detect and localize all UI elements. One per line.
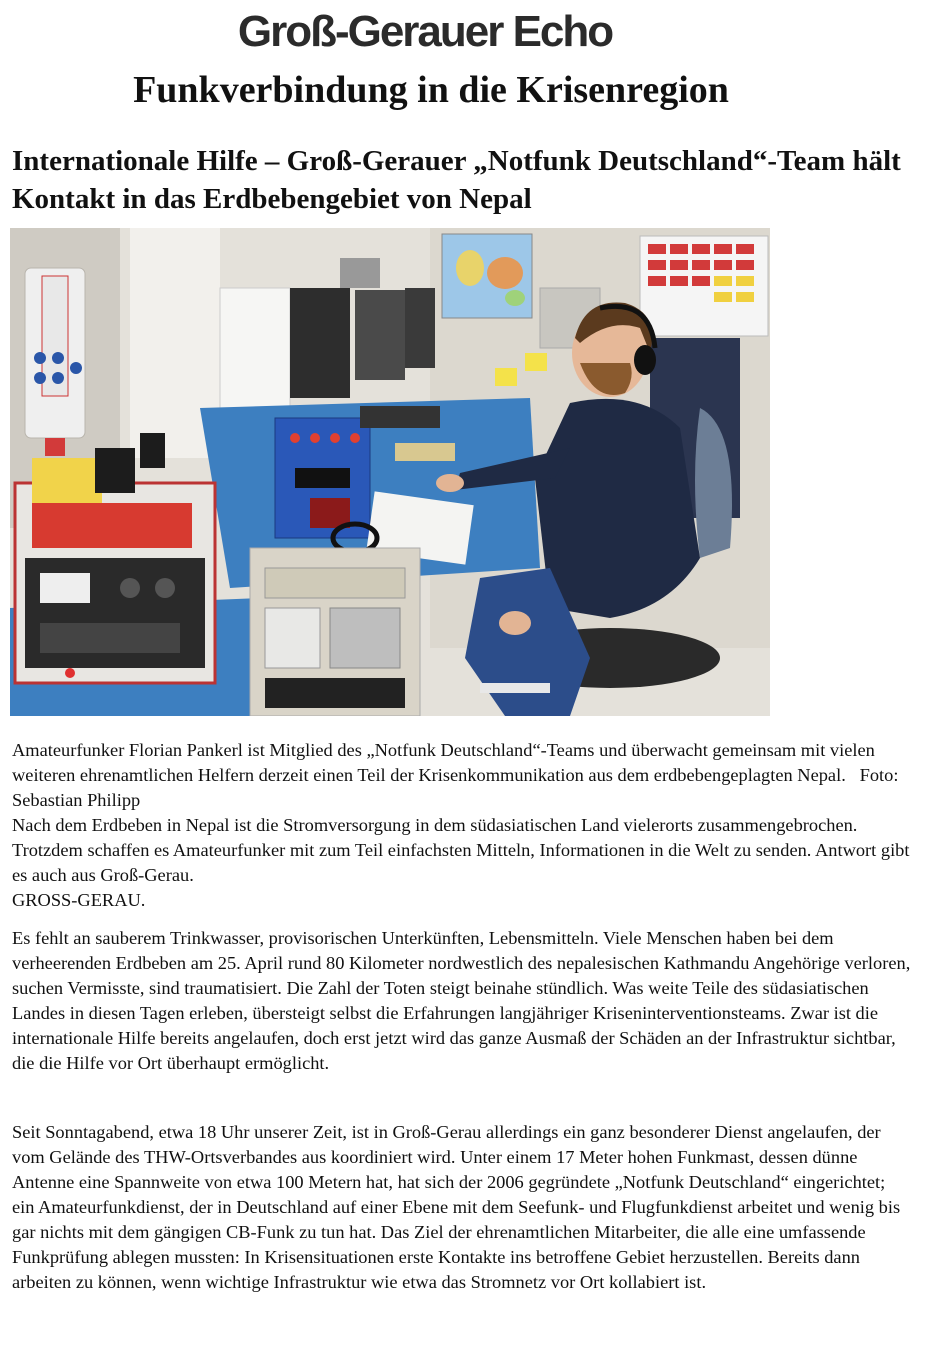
caption-text: Amateurfunker Florian Pankerl ist Mitglied des „Notfunk Deutschland“-Teams und überwacht gemeinsam mit vielen weiteren ehrenamtlichen Helfern derzeit einen Teil der Krisenkommunikation aus dem erdbebengeplagten Nepal. [12,740,875,785]
article-paragraph [12,926,912,1076]
radio-operator-photo [10,228,770,716]
article-teaser: Nach dem Erdbeben in Nepal ist die Stromversorgung in dem südasiatischen Land vielerorts zusammengebrochen. Trotzdem schaffen es Amateurfunker mit zum Teil einfachsten Mitteln, Informationen in die Welt zu senden. Antwort gibt es auch aus Groß-Gerau. [12,815,910,885]
paragraph-text: Seit Sonntagabend, etwa 18 Uhr unserer Zeit, ist in Groß-Gerau allerdings ein ganz besonderer Dienst angelaufen, der vom Gelände des THW-Ortsverbandes aus koordiniert wird. Unter einem 17 Meter hohen Funkmast, dessen dünne Antenne eine Spannweite von etwa 100 Metern hat, hat sich der 2006 gegründete „Notfunk Deutschland“ eingerichtet; ein Amateurfunkdienst, der in Deutschland auf einer Ebene mit dem Seefunk- und Flugfunkdienst arbeitet und wenig bis gar nichts mit dem gängigen CB-Funk zu tun hat. Das Ziel der ehrenamtlichen Mitarbeiter, die alle eine umfassende Funkprüfung ablegen mussten: In Krisensituationen erste Kontakte ins betroffene Gebiet herzustellen. Bereits dann arbeiten zu können, wenn wichtige Infrastruktur wie etwa das Stromnetz vor Ort kollabiert ist. [12,1122,901,1292]
article-photo [10,228,770,716]
article-paragraph [12,1120,912,1295]
paragraph-text: Es fehlt an sauberem Trinkwasser, provisorischen Unterkünften, Lebensmitteln. Viele Menschen haben bei dem verheerenden Erdbeben am 25. April rund 80 Kilometer nordwestlich des nepalesischen Kathmandu Angehörige verloren, suchen Vermisste, sind traumatisiert. Die Zahl der Toten steigt beinahe stündlich. Was weite Teile des südasiatischen Landes in diesen Tagen erleben, übersteigt selbst die Erfahrungen langjähriger Kriseninterventionsteams. Zwar ist die internationale Hilfe bereits angelaufen, doch erst jetzt wird das ganze Ausmaß der Schäden an der Infrastruktur sichtbar, die die Hilfe vor Ort überhaupt ermöglicht. [12,928,911,1073]
masthead-logo: Groß-Gerauer Echo [237,7,613,56]
caption-block [12,738,912,913]
article-dateline: GROSS-GERAU. [12,890,146,910]
photo-credit: Foto: Sebastian Philipp [12,765,899,810]
article-headline: Funkverbindung in die Krisenregion [133,69,729,111]
photo-caption [12,738,912,813]
article-subheadline: Internationale Hilfe – Groß-Gerauer „Notfunk Deutschland“-Team hält Kontakt in das Erdbebengebiet von Nepal [12,145,901,215]
